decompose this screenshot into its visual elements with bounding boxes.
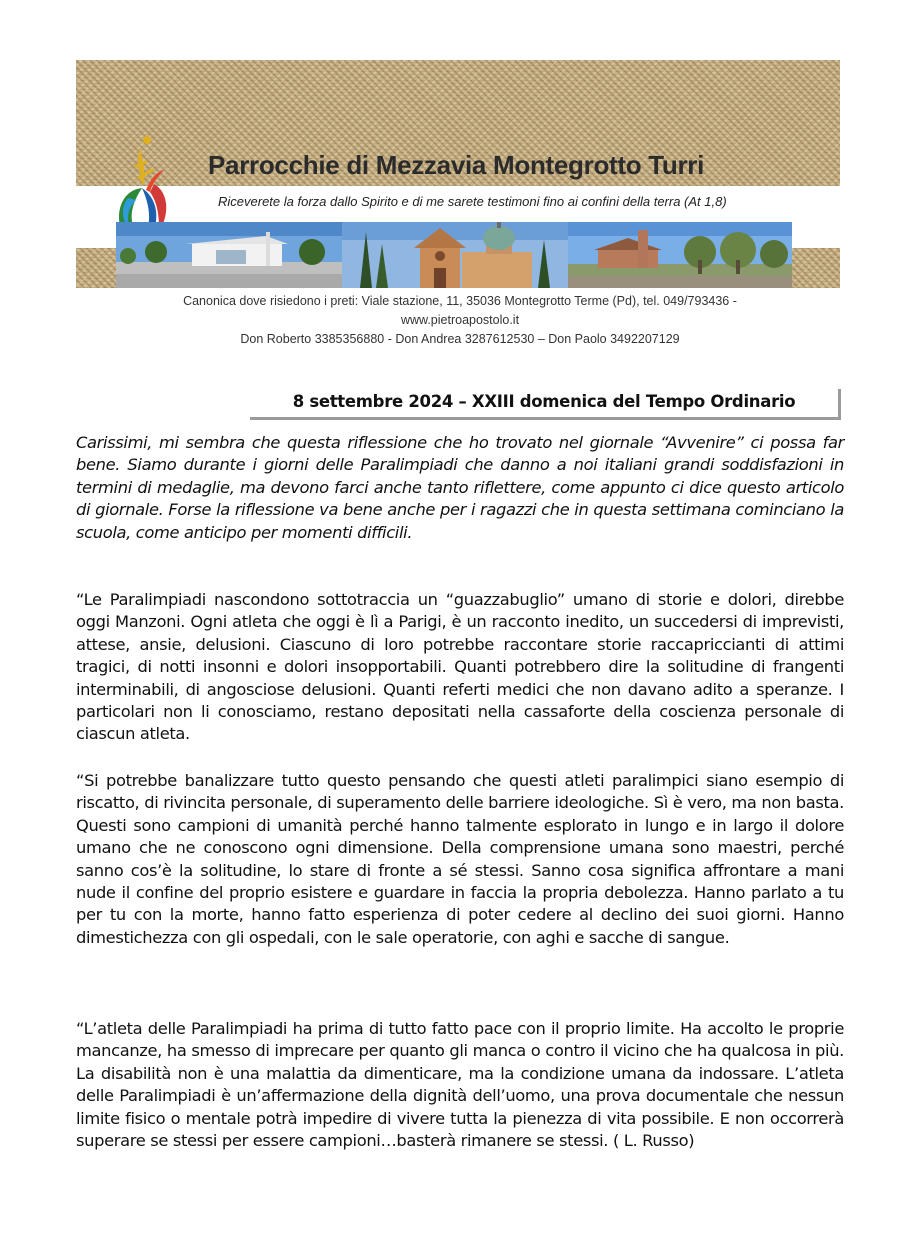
intro-paragraph: Carissimi, mi sembra che questa riflessione che ho trovato nel giornale “Avvenire” ci possa far bene. Siamo durante i giorni delle Paralimpiadi che danno a noi italiani grandi soddisfazioni in termini di medaglie, ma devono farci anche tanto riflettere, come appunto ci dice questo articolo di giornale. Forse la riflessione va bene anche per i ragazzi che in questa settimana cominciano la scuola, come anticipo per momenti difficili. xyxy=(76,433,844,542)
church-small-photo xyxy=(568,222,792,288)
church-domes-photo xyxy=(342,222,568,288)
contact-priests-phones: Don Roberto 3385356880 - Don Andrea 3287612530 – Don Paolo 3492207129 xyxy=(240,332,680,346)
intro-block xyxy=(76,432,844,544)
churches-photo-strip xyxy=(116,222,792,288)
article-block-1 xyxy=(76,589,844,746)
date-heading: 8 settembre 2024 – XXIII domenica del Tempo Ordinario xyxy=(250,389,841,420)
article-paragraph-3: “L’atleta delle Paralimpiadi ha prima di tutto fatto pace con il proprio limite. Ha accolto le proprie mancanze, ha smesso di imprecare per quanto gli manca o contro il vicino che ha qualcosa in più. La disabilità non è una malattia da dimenticare, ma la condizione umana da indossare. L’atleta delle Paralimpiadi è un’affermazione della dignità dell’uomo, una prova documentale che nessun limite fisico o mentale potrà impedire di vivere tutta la pienezza di vita possibile. E non occorrerà superare se stessi per essere campioni…basterà rimanere se stessi. ( L. Russo) xyxy=(76,1019,844,1151)
parish-motto: Riceverete la forza dallo Spirito e di me sarete testimoni fino ai confini della terra (At 1,8) xyxy=(218,194,727,209)
article-paragraph-1: “Le Paralimpiadi nascondono sottotraccia un “guazzabuglio” umano di storie e dolori, direbbe oggi Manzoni. Ogni atleta che oggi è lì a Parigi, è un racconto inedito, un succedersi di imprevisti, attese, ansie, delusioni. Ciascuno di loro potrebbe raccontare storie raccapriccianti di attimi tragici, di notti insonni e dolori insopportabili. Quanti potrebbero dire la solitudine di frangenti interminabili, di angosciose delusioni. Quanti referti medici che non davano adito a speranze. I particolari non li conosciamo, restano depositati nella cassaforte della coscienza personale di ciascun atleta. xyxy=(76,590,844,744)
contact-website: www.pietroapostolo.it xyxy=(400,313,520,327)
article-paragraph-2: “Si potrebbe banalizzare tutto questo pensando che questi atleti paralimpici siano esempio di riscatto, di rivincita personale, di superamento delle barriere ideologiche. Sì è vero, ma non basta. Questi sono campioni di umanità perché hanno talmente esplorato in lungo e in largo il dolore umano che ne conoscono ogni dimensione. Della comprensione umana sono maestri, perché sanno cos’è la solitudine, lo stare di fronte a sé stessi. Sanno cosa significa affrontare a mani nude il confine del proprio esistere e guardare in faccia la propria debolezza. Hanno parlato a tu per tu con la morte, hanno fatto esperienza di poter cedere al declino dei suoi giorni. Hanno dimestichezza con gli ospedali, con le sale operatorie, con aghi e sacche di sangue. xyxy=(76,771,844,947)
article-block-3 xyxy=(76,1018,844,1152)
contact-address: Canonica dove risiedono i preti: Viale stazione, 11, 35036 Montegrotto Terme (Pd), tel. 049/793436 - xyxy=(183,294,737,308)
church-modern-photo xyxy=(116,222,342,288)
parish-title: Parrocchie di Mezzavia Montegrotto Turri xyxy=(208,150,705,180)
article-block-2 xyxy=(76,770,844,949)
parish-header xyxy=(76,60,840,288)
